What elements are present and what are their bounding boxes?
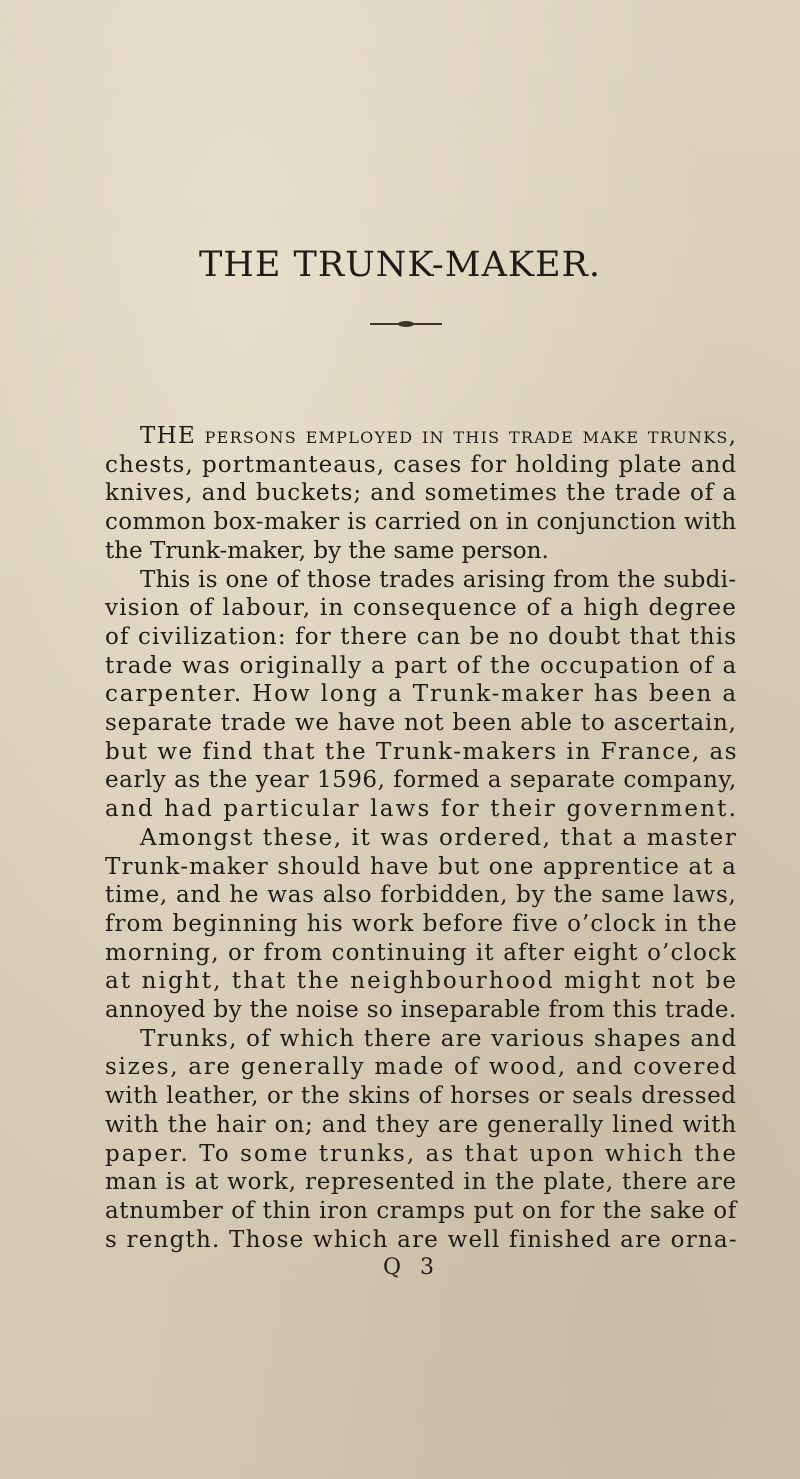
line-text: morning, or from continuing it after eight o’clock — [105, 939, 737, 966]
line-text: but we find that the Trunk-makers in France, as — [105, 738, 739, 765]
line-text: common box-maker is carried on in conjunction with — [105, 509, 737, 536]
line-text: Trunks, of which there are various shapes and — [140, 1025, 738, 1052]
line-text: of civilization: for there can be no doubt that this — [105, 623, 738, 650]
line-text: THE persons employed in this trade make trunks, — [140, 423, 738, 449]
line-text: sizes, are generally made of wood, and covered — [105, 1054, 738, 1081]
line-text: Trunk-maker should have but one apprentice at a — [105, 853, 737, 880]
line-text: the Trunk-maker, by the same person. — [105, 537, 549, 564]
title-ornament-rule — [370, 323, 442, 325]
line-text: atnumber of thin iron cramps put on for the sake of — [105, 1197, 737, 1224]
line-text: annoyed by the noise so inseparable from this trade. — [105, 997, 737, 1023]
line-text: at night, that the neighbourhood might not be — [105, 968, 739, 995]
line-text: man is at work, represented in the plate, there are — [105, 1169, 737, 1196]
line-text: carpenter. How long a Trunk-maker has been a — [105, 681, 738, 708]
line-text: chests, portmanteaus, cases for holding plate and — [105, 451, 738, 478]
line-text: Amongst these, it was ordered, that a master — [140, 824, 738, 851]
line-text: with leather, or the skins of horses or seals dressed — [105, 1083, 737, 1110]
line-text: This is one of those trades arising from the subdi- — [140, 566, 737, 593]
line-text: s rength. Those which are well finished are orna- — [105, 1226, 738, 1253]
line-text: knives, and buckets; and sometimes the trade of a — [105, 480, 738, 507]
page-title: THE TRUNK-MAKER. — [198, 245, 602, 285]
line-text: with the hair on; and they are generally lined with — [105, 1111, 738, 1138]
line-text: paper. To some trunks, as that upon which the — [105, 1140, 739, 1167]
line-text: early as the year 1596, formed a separate company, — [105, 767, 737, 794]
line-text: and had particular laws for their government. — [105, 796, 739, 823]
line-text: from beginning his work before five o’clock in the — [105, 910, 738, 937]
line-text: separate trade we have not been able to ascertain, — [105, 710, 737, 736]
line-text: trade was originally a part of the occupation of a — [105, 652, 738, 679]
signature-mark: Q 3 — [383, 1255, 441, 1281]
line-text: time, and he was also forbidden, by the same laws, — [105, 882, 737, 909]
line-text: vision of labour, in consequence of a high degree — [105, 595, 738, 622]
